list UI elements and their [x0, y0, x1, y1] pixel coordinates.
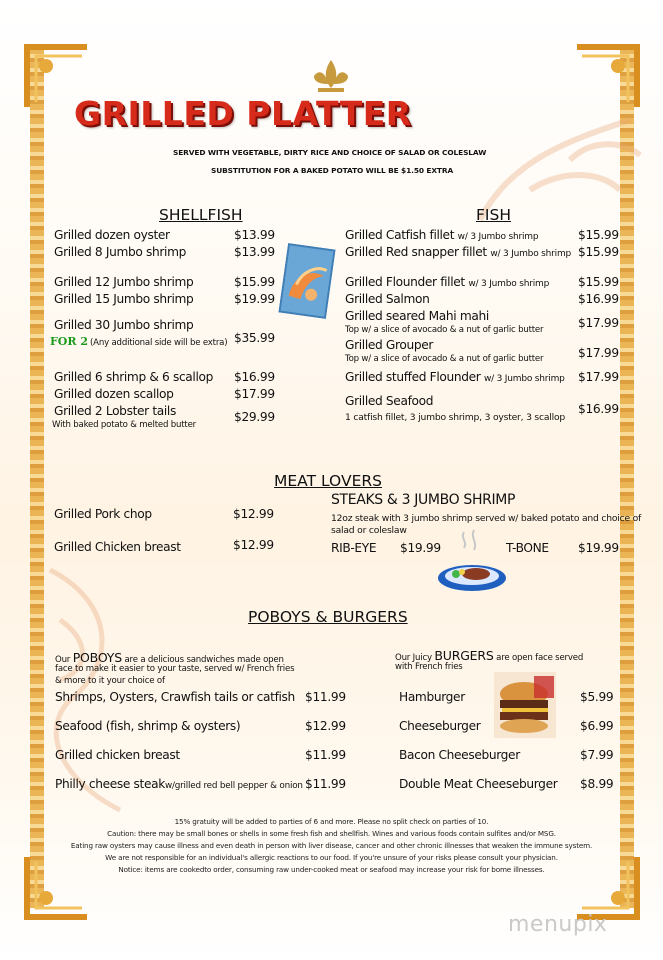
- menu-item-note: Top w/ a slice of avocado & a nut of garlic butter: [345, 354, 544, 364]
- section-heading-shellfish: SHELLFISH: [159, 206, 243, 224]
- menu-item-name: Grilled 6 shrimp & 6 scallop: [54, 370, 213, 384]
- menu-item-price: $29.99: [234, 410, 275, 424]
- menu-item-name: Grilled Catfish fillet w/ 3 Jumbo shrimp: [345, 228, 539, 242]
- menu-item-name: Philly cheese steakw/grilled red bell pepper & onion: [55, 777, 303, 791]
- menu-item-price: $17.99: [578, 316, 619, 330]
- menu-item-name: Grilled chicken breast: [55, 748, 180, 762]
- steaks-description: salad or coleslaw: [331, 525, 407, 536]
- menu-item-note: (Any additional side will be extra): [90, 338, 228, 348]
- steaks-heading: STEAKS & 3 JUMBO SHRIMP: [331, 492, 516, 508]
- menu-item-price: $12.99: [233, 507, 274, 521]
- footer-note: Notice: items are cookedto order, consuming raw under-cooked meat or seafood may increase your risk for bome illnesses.: [118, 865, 545, 874]
- menu-item-price: $16.99: [578, 402, 619, 416]
- menu-item-name: Seafood (fish, shrimp & oysters): [55, 719, 241, 733]
- footer-note: Caution: there may be small bones or shells in some fresh fish and shellfish. Wines and various foods contain sulfites and/or MSG.: [107, 829, 556, 838]
- menu-item-name: Grilled dozen oyster: [54, 228, 170, 242]
- fleur-de-lis-icon: [306, 58, 356, 98]
- menu-item-price: $17.99: [234, 387, 275, 401]
- section-heading-meat-lovers: MEAT LOVERS: [274, 472, 382, 490]
- menu-item-name: Shrimps, Oysters, Crawfish tails or catfish: [55, 690, 295, 704]
- menu-item-note: With baked potato & melted butter: [52, 420, 197, 430]
- poboys-intro: Our POBOYS are a delicious sandwiches made open: [55, 650, 284, 665]
- footer-note: 15% gratuity will be added to parties of 6 and more. Please no split check on parties of 10.: [174, 817, 489, 826]
- menu-item-price: $7.99: [580, 748, 614, 762]
- steak-plate-icon: [434, 528, 510, 594]
- menu-item-price: $15.99: [234, 275, 275, 289]
- menu-item-name: Grilled Red snapper fillet w/ 3 Jumbo shrimp: [345, 245, 572, 259]
- subtitle-line: SUBSTITUTION FOR A BAKED POTATO WILL BE $1.50 EXTRA: [211, 166, 454, 175]
- corner-ornament-icon: [22, 852, 92, 922]
- menu-item-name: Grilled Salmon: [345, 292, 430, 306]
- menu-item-price: $12.99: [233, 538, 274, 552]
- ribeye-label: RIB-EYE: [331, 541, 377, 555]
- menu-item-name: Grilled dozen scallop: [54, 387, 174, 401]
- section-heading-fish: FISH: [476, 206, 511, 224]
- menu-item-name: Grilled 30 Jumbo shrimp: [54, 318, 194, 332]
- burgers-intro: Our Juicy BURGERS are open face served: [395, 648, 584, 663]
- menu-item-name: Grilled Flounder fillet w/ 3 Jumbo shrimp: [345, 275, 550, 289]
- menu-item-price: $15.99: [578, 245, 619, 259]
- menu-item-price: $16.99: [234, 370, 275, 384]
- menu-item-name: Grilled stuffed Flounder w/ 3 Jumbo shrimp: [345, 370, 565, 384]
- subtitle-line: SERVED WITH VEGETABLE, DIRTY RICE AND CHOICE OF SALAD OR COLESLAW: [173, 148, 487, 157]
- menu-item-price: $19.99: [234, 292, 275, 306]
- footer-note: Eating raw oysters may cause illness and even death in person with liver disease, cancer and other chronic illnesses that weaken the immune system.: [70, 841, 593, 850]
- poboys-intro: face to make it easier to your taste, served w/ French fries: [55, 664, 295, 674]
- menu-item-price: $13.99: [234, 245, 275, 259]
- watermark: menupix: [508, 912, 608, 937]
- menu-item-price: $13.99: [234, 228, 275, 242]
- menu-item-price: $6.99: [580, 719, 614, 733]
- menu-item-name: Hamburger: [399, 690, 465, 704]
- menu-item-price: $16.99: [578, 292, 619, 306]
- menu-item-price: $17.99: [578, 370, 619, 384]
- menu-item-price: $15.99: [578, 275, 619, 289]
- menu-item-name: Grilled Seafood: [345, 394, 434, 408]
- tbone-price: $19.99: [578, 541, 619, 555]
- menu-item-name: Grilled Grouper: [345, 338, 434, 352]
- menu-item-price: $15.99: [578, 228, 619, 242]
- menu-item-note: 1 catfish fillet, 3 jumbo shrimp, 3 oyster, 3 scallop: [345, 412, 566, 423]
- menu-item-price: $17.99: [578, 346, 619, 360]
- menu-item-price: $11.99: [305, 690, 346, 704]
- menu-item-name: Grilled 12 Jumbo shrimp: [54, 275, 194, 289]
- menu-item-price: $35.99: [234, 331, 275, 345]
- section-heading-poboys-burgers: POBOYS & BURGERS: [248, 608, 408, 626]
- menu-item-name: Grilled seared Mahi mahi: [345, 309, 489, 323]
- menu-item-name: Bacon Cheeseburger: [399, 748, 520, 762]
- burger-photo: [494, 672, 556, 738]
- menu-item-note: Top w/ a slice of avocado & a nut of garlic butter: [345, 325, 544, 335]
- menu-item-price: $8.99: [580, 777, 614, 791]
- menu-item-name: Grilled 2 Lobster tails: [54, 404, 176, 418]
- for-two-badge: FOR 2: [50, 335, 89, 348]
- shrimp-photo: [278, 243, 335, 319]
- menu-item-price: $11.99: [305, 748, 346, 762]
- menu-item-name: Cheeseburger: [399, 719, 481, 733]
- burgers-intro: with French fries: [395, 662, 463, 672]
- menu-item-name: Grilled Chicken breast: [54, 540, 181, 554]
- steaks-description: 12oz steak with 3 jumbo shrimp served w/ baked potato and choice of: [331, 513, 642, 524]
- menu-item-name: Grilled Pork chop: [54, 507, 152, 521]
- footer-note: We are not responsible for an individual's allergic reactions to our food. If you're unsure of your risks please consult your physician.: [105, 853, 558, 862]
- page-title: GRILLED PLATTER: [74, 94, 412, 133]
- poboys-intro: & more to it your choice of: [55, 676, 165, 686]
- menu-item-name: Grilled 8 Jumbo shrimp: [54, 245, 186, 259]
- menu-item-name: Grilled 15 Jumbo shrimp: [54, 292, 194, 306]
- menu-item-price: $11.99: [305, 777, 346, 791]
- menu-item-name: Double Meat Cheeseburger: [399, 777, 558, 791]
- ribeye-price: $19.99: [400, 541, 441, 555]
- tbone-label: T-BONE: [506, 541, 549, 555]
- menu-item-price: $5.99: [580, 690, 614, 704]
- menu-item-price: $12.99: [305, 719, 346, 733]
